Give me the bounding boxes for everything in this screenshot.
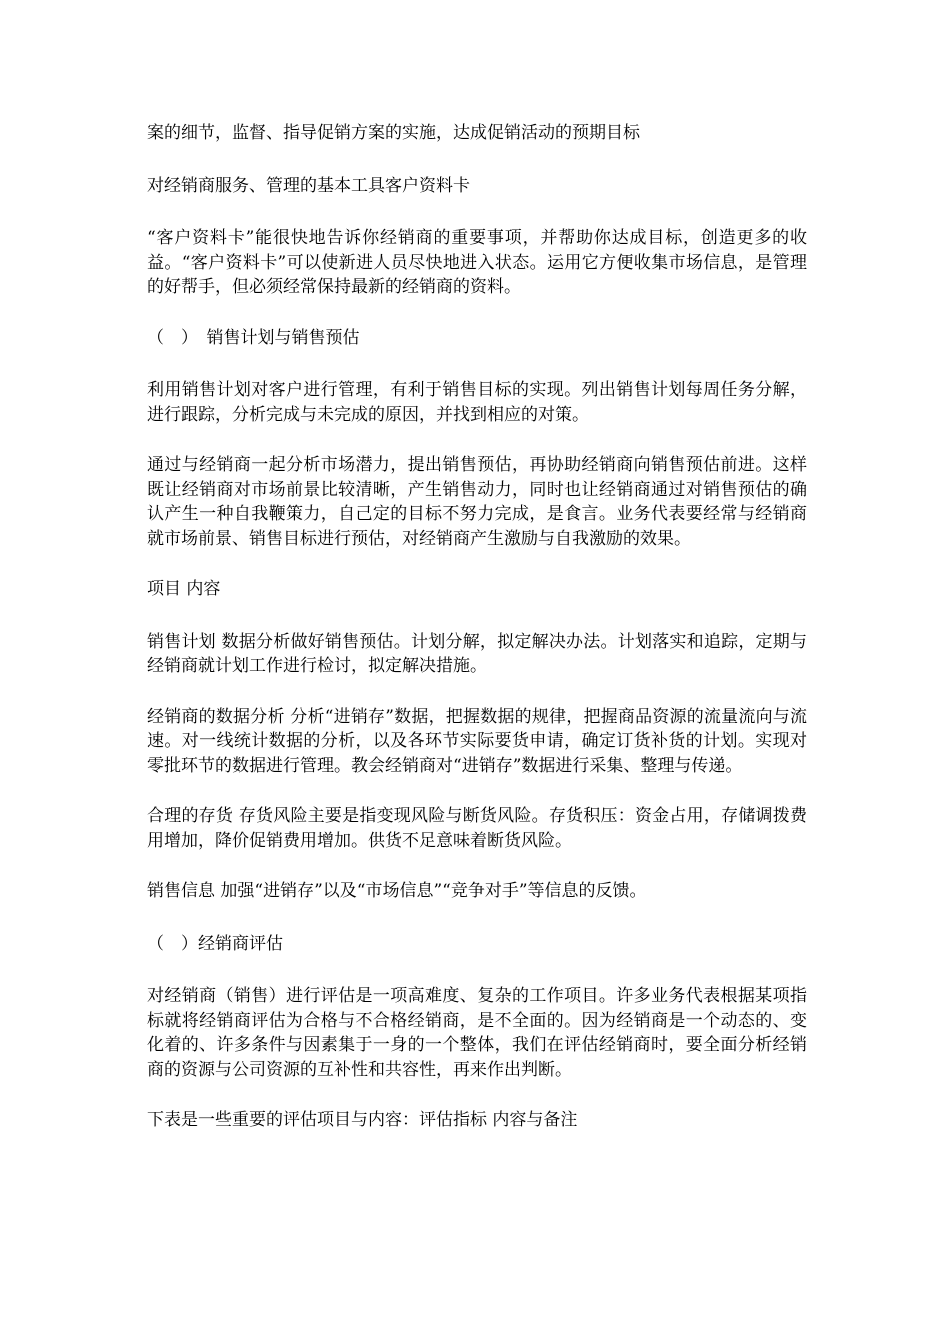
paragraph-promotion-details: 案的细节，监督、指导促销方案的实施，达成促销活动的预期目标 bbox=[147, 123, 640, 143]
paragraph-dealer-evaluation: 对经销商（销售）进行评估是一项高难度、复杂的工作项目。许多业务代表根据某项指标就将经销商评估为合格与不合格经销商，是不全面的。因为经销商是一个动态的、变化着的、许多条件与因素集于一身的一个整体，我们在评估经销商时，要全面分析经销商的资源与公司资源的互补性和共容性，再来作出判断。 bbox=[147, 986, 807, 1080]
row-sales-plan: 销售计划 数据分析做好销售预估。计划分解，拟定解决办法。计划落实和追踪，定期与经销商就计划工作进行检讨，拟定解决措施。 bbox=[147, 631, 807, 676]
document-page bbox=[147, 121, 807, 1161]
row-sales-info: 销售信息 加强“进销存”以及“市场信息”“竞争对手”等信息的反馈。 bbox=[147, 881, 647, 901]
row-inventory: 合理的存货 存货风险主要是指变现风险与断货风险。存货积压：资金占用，存储调拨费用增加，降价促销费用增加。供货不足意味着断货风险。 bbox=[147, 806, 807, 851]
paragraph-customer-card-body: “客户资料卡”能很快地告诉你经销商的重要事项，并帮助你达成目标，创造更多的收益。“客户资料卡”可以使新进人员尽快地进入状态。运用它方便收集市场信息，是管理的好帮手，但必须经常保持最新的经销商的资料。 bbox=[147, 228, 807, 297]
row-data-analysis: 经销商的数据分析 分析“进销存”数据，把握数据的规律，把握商品资源的流量流向与流速。对一线统计数据的分析，以及各环节实际要货申请，确定订货补货的计划。实现对零批环节的数据进行管理。教会经销商对“进销存”数据进行采集、整理与传递。 bbox=[147, 706, 807, 776]
paragraph-sales-plan-usage: 利用销售计划对客户进行管理，有利于销售目标的实现。列出销售计划每周任务分解，进行跟踪，分析完成与未完成的原因，并找到相应的对策。 bbox=[147, 380, 807, 425]
paragraph-sales-forecast: 通过与经销商一起分析市场潜力，提出销售预估，再协助经销商向销售预估前进。这样既让经销商对市场前景比较清晰，产生销售动力，同时也让经销商通过对销售预估的确认产生一种自我鞭策力，自己定的目标不努力完成，是食言。业务代表要经常与经销商就市场前景、销售目标进行预估，对经销商产生激励与自我激励的效果。 bbox=[147, 455, 807, 549]
section-heading-sales-plan: （ ） 销售计划与销售预估 bbox=[147, 327, 360, 348]
paragraph-evaluation-table-intro: 下表是一些重要的评估项目与内容：评估指标 内容与备注 bbox=[147, 1110, 578, 1130]
paragraph-customer-card-heading: 对经销商服务、管理的基本工具客户资料卡 bbox=[147, 175, 470, 196]
section-heading-dealer-evaluation: （ ）经销商评估 bbox=[147, 933, 283, 954]
table-header-item-content: 项目 内容 bbox=[147, 579, 221, 599]
